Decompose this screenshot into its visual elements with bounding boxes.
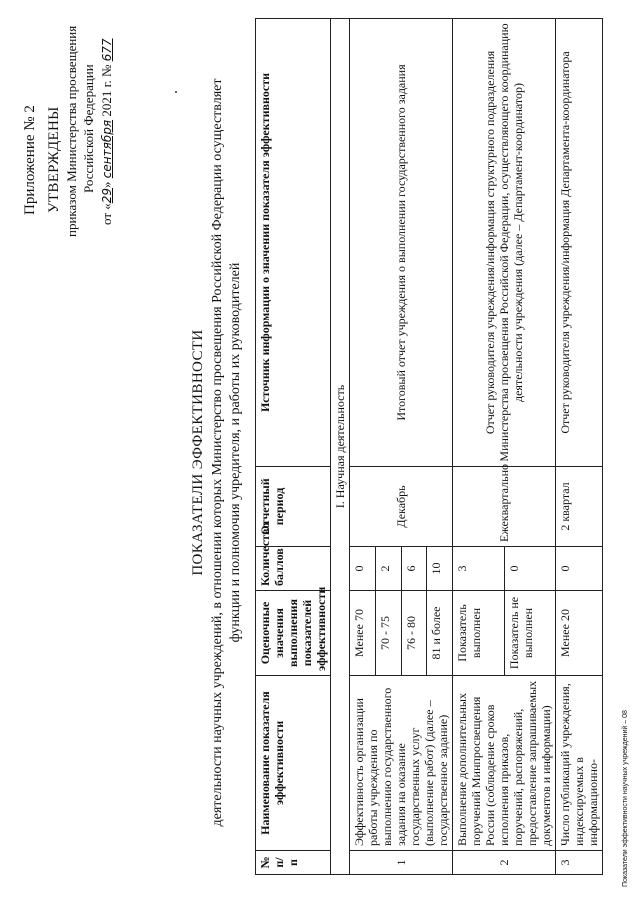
section-row — [331, 19, 350, 875]
document-title: ПОКАЗАТЕЛИ ЭФФЕКТИВНОСТИ — [190, 329, 206, 576]
order-prefix: от « — [99, 203, 114, 225]
row3-value-1: Менее 20 — [556, 591, 603, 676]
order-day: 29 — [100, 187, 114, 204]
appendix-number: Приложение № 2 — [22, 105, 38, 215]
row2-points-1: 3 — [453, 547, 505, 591]
row1-value-2: 70 - 75 — [375, 591, 401, 676]
scan-speck — [175, 91, 177, 93]
row1-value-3: 76 - 80 — [401, 591, 427, 676]
header-name: Наименование показателя эффективности — [256, 676, 331, 851]
row1-points-4: 10 — [427, 547, 453, 591]
header-period: Отчетный период — [256, 467, 331, 547]
document-subtitle-line-1: деятельности научных учреждений, в отношении которых Министерство просвещения Российской Федерации осуществляет — [210, 78, 225, 827]
row3-num: 3 — [556, 851, 603, 875]
table-row — [350, 19, 376, 875]
row3-period: 2 квартал — [556, 467, 603, 547]
row3-source: Отчет руководителя учреждения/информация Департамента-координатора — [556, 19, 603, 467]
row1-num: 1 — [350, 851, 453, 875]
row1-value-4: 81 и более — [427, 591, 453, 676]
table-row — [556, 19, 603, 875]
row3-points-1: 0 — [556, 547, 603, 591]
row2-num: 2 — [453, 851, 556, 875]
row1-period: Декабрь — [350, 467, 453, 547]
header-points: Количество баллов — [256, 547, 331, 591]
row1-points-2: 2 — [375, 547, 401, 591]
table-row — [453, 19, 505, 875]
document-subtitle-line-2: функции и полномочия учредителя, и работы их руководителей — [228, 262, 243, 643]
row2-value-1: Показатель выполнен — [453, 591, 505, 676]
order-number: 677 — [100, 38, 114, 62]
row2-value-2: Показатель не выполнен — [504, 591, 556, 676]
order-line-1: приказом Министерства просвещения — [64, 25, 79, 237]
row1-points-1: 0 — [350, 547, 376, 591]
header-source: Источник информации о значении показателя эффективности — [256, 19, 331, 467]
order-mid: » — [99, 181, 114, 188]
row1-value-1: Менее 70 — [350, 591, 376, 676]
row1-source: Итоговый отчет учреждения о выполнении государственного задания — [350, 19, 453, 467]
order-month: сентября — [100, 119, 114, 179]
row2-source: Отчет руководителя учреждения/информация структурного подразделения Министерства просвещения Российской Федерации, осуществляющего координацию деятельности учреждения (далее – Департамент-координатор) — [453, 19, 556, 467]
page-footer: Показатели эффективности научных учреждений – 08 — [622, 710, 629, 887]
order-line-2: Российской Федерации — [81, 64, 96, 193]
efficiency-indicators-table — [255, 18, 603, 875]
row1-name: Эффективность организации работы учреждения по выполнению государственного задания на оказание государственных услуг (выполнение работ) (далее – государственное задание) — [350, 676, 453, 851]
header-num: № п/п — [256, 851, 331, 875]
header-values: Оценочные значения выполнения показателей эффективности — [256, 591, 331, 676]
row3-name: Число публикаций учреждения, индексируемых в информационно- — [556, 676, 603, 851]
row1-points-3: 6 — [401, 547, 427, 591]
order-year: 2021 г. № — [99, 64, 114, 117]
row2-period: Ежеквартально — [453, 467, 556, 547]
approval-heading: УТВЕРЖДЕНЫ — [46, 106, 62, 213]
section-title: I. Научная деятельность — [331, 19, 350, 875]
table-region — [255, 23, 617, 875]
row2-points-2: 0 — [504, 547, 556, 591]
order-date-line — [99, 38, 115, 225]
row2-name: Выполнение дополнительных поручений Минпросвещения России (соблюдение сроков исполнения приказов, поручений, распоряжений, предоставление запрашиваемых документов и информации) — [453, 676, 556, 851]
table-header-row — [256, 19, 331, 875]
